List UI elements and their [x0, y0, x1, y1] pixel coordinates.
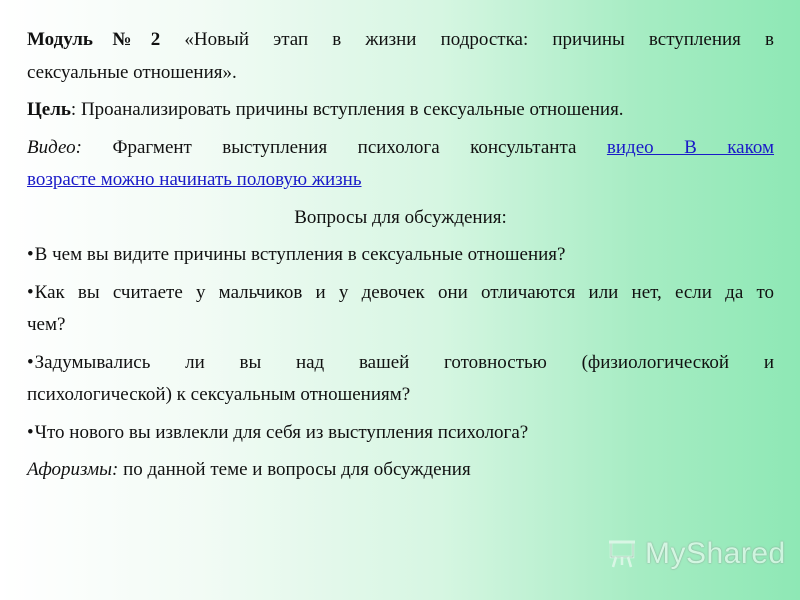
goal-paragraph — [27, 94, 774, 127]
module-title — [27, 24, 774, 89]
question-text-4: Что нового вы извлекли для себя из выступления психолога? — [34, 421, 529, 443]
question-text-3a: Задумывались ли вы над вашей готовностью (физиологической и — [34, 351, 774, 373]
question-2-line1 — [27, 277, 774, 310]
video-link-part1[interactable]: видео В каком — [606, 136, 775, 158]
question-item-3 — [27, 347, 774, 412]
question-item-4 — [27, 417, 774, 450]
bullet-icon: • — [27, 281, 34, 303]
questions-heading: Вопросы для обсуждения: — [294, 206, 507, 228]
question-3-line1 — [27, 347, 774, 380]
video-line1 — [27, 132, 774, 165]
question-text-2b: чем? — [27, 314, 66, 335]
bullet-icon: • — [27, 421, 34, 443]
watermark-text: MyShared — [645, 537, 786, 570]
question-text-2a: Как вы считаете у мальчиков и у девочек они отличаются или нет, если да то — [34, 281, 774, 303]
video-paragraph — [27, 132, 774, 197]
video-link-part2[interactable]: возрасте можно начинать половую жизнь — [27, 169, 362, 190]
module-title-line1 — [27, 24, 774, 57]
myshared-watermark — [607, 537, 786, 571]
presentation-board-icon — [607, 538, 639, 570]
question-item-1 — [27, 239, 774, 272]
video-description: Фрагмент выступления психолога консультанта — [112, 136, 577, 158]
module-title-text-line1: «Новый этап в жизни подростка: причины вступления в — [184, 29, 774, 50]
bullet-icon: • — [27, 351, 34, 373]
question-item-2 — [27, 277, 774, 342]
video-label: Видео: — [27, 136, 82, 158]
goal-label: Цель — [27, 99, 71, 120]
aphorisms-label: Афоризмы: — [27, 459, 119, 480]
slide-content — [27, 24, 774, 492]
module-title-text-line2: сексуальные отношения». — [27, 61, 237, 83]
bullet-icon: • — [27, 244, 34, 265]
aphorisms-paragraph — [27, 454, 774, 487]
goal-text: : Проанализировать причины вступления в сексуальные отношения. — [70, 99, 624, 120]
module-number: Модуль№2 — [27, 29, 161, 50]
question-text-1: В чем вы видите причины вступления в сексуальные отношения? — [34, 244, 566, 265]
question-text-3b: психологической) к сексуальным отношениям? — [27, 384, 411, 405]
aphorisms-text: по данной теме и вопросы для обсуждения — [118, 459, 471, 480]
